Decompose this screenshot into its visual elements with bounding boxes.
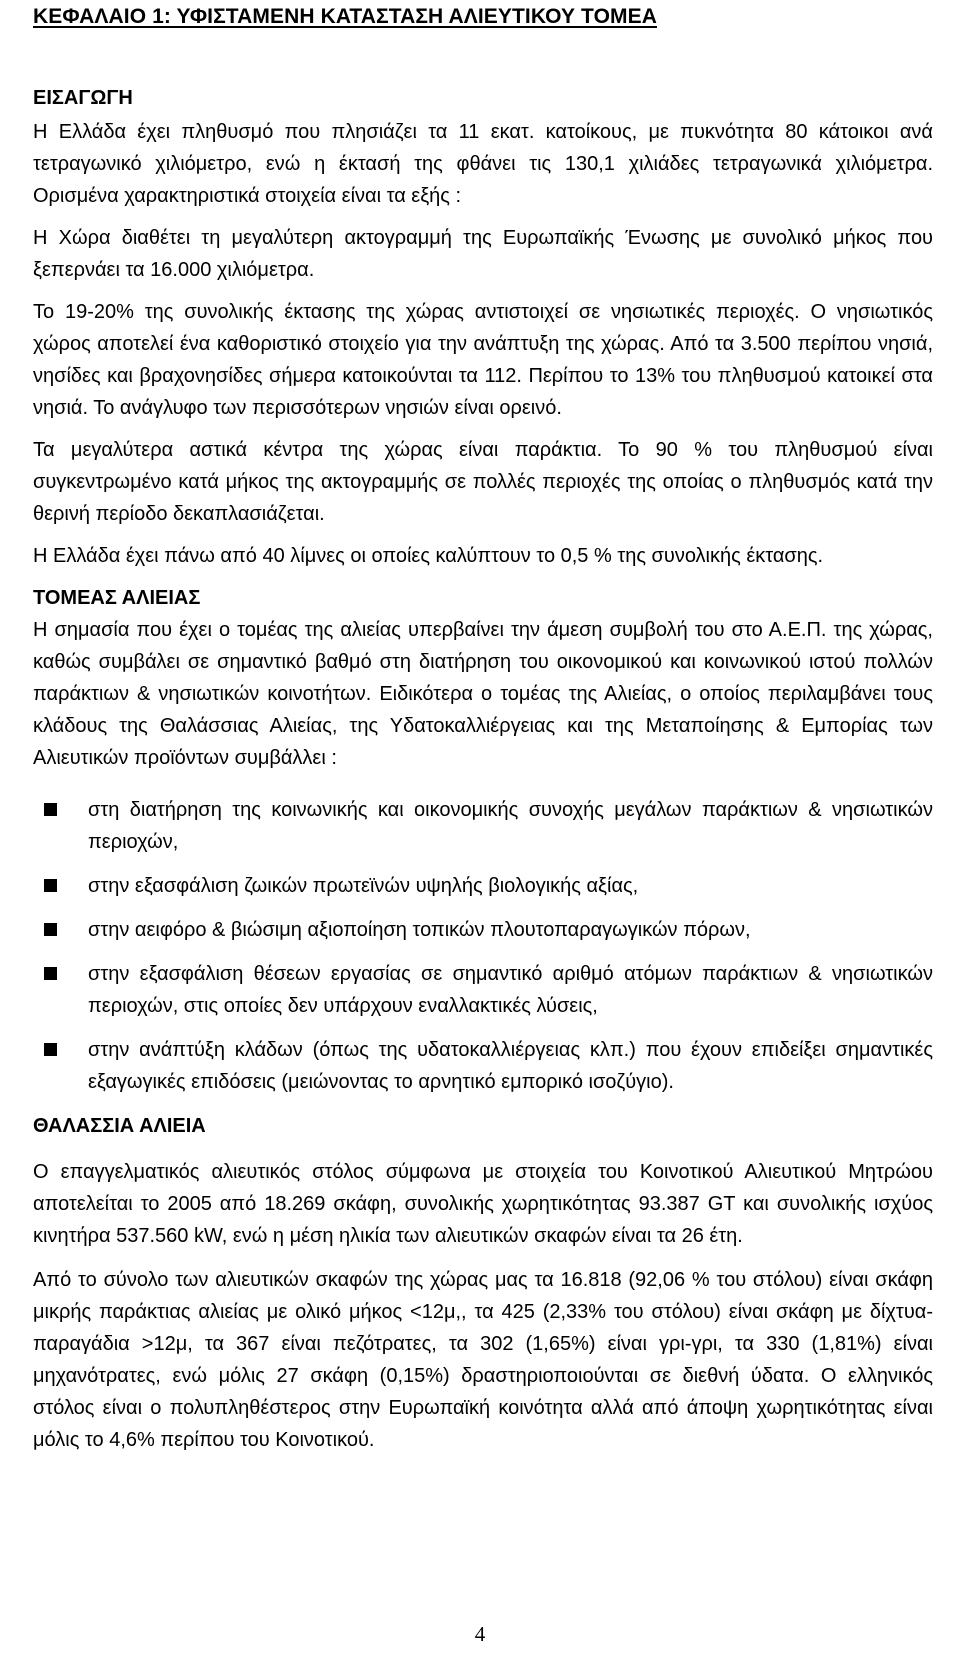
- list-item-text: στην αειφόρο & βιώσιμη αξιοποίηση τοπικών πλουτοπαραγωγικών πόρων,: [88, 919, 751, 941]
- list-item: [33, 1034, 933, 1098]
- section-heading-sector: ΤΟΜΕΑΣ ΑΛΙΕΙΑΣ: [33, 587, 201, 609]
- contribution-list: [33, 794, 933, 1098]
- square-bullet-icon: [44, 923, 57, 936]
- list-item: [33, 958, 933, 1022]
- square-bullet-icon: [44, 967, 57, 980]
- sea-fishing-paragraph-2: Από το σύνολο των αλιευτικών σκαφών της χώρας μας τα 16.818 (92,06 % του στόλου) είναι σκάφη μικρής παράκτιας αλιείας με ολικό μήκος <12μ,, τα 425 (2,33% του στόλου) είναι σκάφη με δίχτυα-παραγάδια >12μ, τα 367 είναι πεζότρατες, τα 302 (1,65%) είναι γρι-γρι, τα 330 (1,81%) είναι μηχανότρατες, ενώ μόλις 27 σκάφη (0,15%) δραστηριοποιούνται σε διεθνή ύδατα. Ο ελληνικός στόλος είναι ο πολυπληθέστερος στην Ευρωπαϊκή κοινότητα αλλά από άποψη χωρητικότητας είναι μόλις το 4,6% περίπου του Κοινοτικού.: [33, 1269, 933, 1451]
- square-bullet-icon: [44, 1043, 57, 1056]
- document-page: [33, 0, 933, 1468]
- page-number: 4: [474, 1622, 486, 1646]
- intro-paragraph-3: Το 19-20% της συνολικής έκτασης της χώρας αντιστοιχεί σε νησιωτικές περιοχές. Ο νησιωτικός χώρος αποτελεί ένα καθοριστικό στοιχείο για την ανάπτυξη της χώρας. Από τα 3.500 περίπου νησιά, νησίδες και βραχονησίδες σήμερα κατοικούνται τα 112. Περίπου το 13% του πληθυσμού κατοικεί στα νησιά. Το ανάγλυφο των περισσότερων νησιών είναι ορεινό.: [33, 301, 933, 419]
- chapter-title: ΚΕΦΑΛΑΙΟ 1: ΥΦΙΣΤΑΜΕΝΗ ΚΑΤΑΣΤΑΣΗ ΑΛΙΕΥΤΙΚΟΥ ΤΟΜΕΑ: [33, 5, 657, 28]
- list-item: [33, 914, 933, 946]
- intro-paragraph-4: Τα μεγαλύτερα αστικά κέντρα της χώρας είναι παράκτια. Το 90 % του πληθυσμού είναι συγκεντρωμένο κατά μήκος της ακτογραμμής σε πολλές περιοχές της οποίας ο πληθυσμός κατά την θερινή περίοδο δεκαπλασιάζεται.: [33, 439, 933, 525]
- list-item-text: στην εξασφάλιση θέσεων εργασίας σε σημαντικό αριθμό ατόμων παράκτιων & νησιωτικών περιοχών, στις οποίες δεν υπάρχουν εναλλακτικές λύσεις,: [88, 963, 933, 1017]
- list-item-text: στην εξασφάλιση ζωικών πρωτεϊνών υψηλής βιολογικής αξίας,: [88, 875, 639, 897]
- sector-paragraph: Η σημασία που έχει ο τομέας της αλιείας υπερβαίνει την άμεση συμβολή του στο Α.Ε.Π. της χώρας, καθώς συμβάλει σε σημαντικό βαθμό στη διατήρηση του οικονομικού και κοινωνικού ιστού πολλών παράκτιων & νησιωτικών κοινοτήτων. Ειδικότερα ο τομέας της Αλιείας, ο οποίος περιλαμβάνει τους κλάδους της Θαλάσσιας Αλιείας, της Υδατοκαλλιέργειας και της Μεταποίησης & Εμπορίας των Αλιευτικών προϊόντων συμβάλλει :: [33, 619, 933, 769]
- list-item-text: στην ανάπτύξη κλάδων (όπως της υδατοκαλλιέργειας κλπ.) που έχουν επιδείξει σημαντικές εξαγωγικές επιδόσεις (μειώνοντας το αρνητικό εμπορικό ισοζύγιο).: [88, 1039, 933, 1093]
- intro-paragraph-5: Η Ελλάδα έχει πάνω από 40 λίμνες οι οποίες καλύπτουν το 0,5 % της συνολικής έκτασης.: [33, 545, 824, 567]
- list-item: [33, 794, 933, 858]
- sea-fishing-paragraph-1: Ο επαγγελματικός αλιευτικός στόλος σύμφωνα με στοιχεία του Κοινοτικού Αλιευτικού Μητρώου αποτελείται το 2005 από 18.269 σκάφη, συνολικής χωρητικότητας 93.387 GT και συνολικής ισχύος κινητήρα 537.560 kW, ενώ η μέση ηλικία των αλιευτικών σκαφών είναι τα 26 έτη.: [33, 1161, 933, 1247]
- list-item-text: στη διατήρηση της κοινωνικής και οικονομικής συνοχής μεγάλων παράκτιων & νησιωτικών περιοχών,: [88, 799, 933, 853]
- intro-paragraph-1: Η Ελλάδα έχει πληθυσμό που πλησιάζει τα 11 εκατ. κατοίκους, με πυκνότητα 80 κάτοικοι ανά τετραγωνικό χιλιόμετρο, ενώ η έκτασή της φθάνει τις 130,1 χιλιάδες τετραγωνικά χιλιόμετρα. Ορισμένα χαρακτηριστικά στοιχεία είναι τα εξής :: [33, 121, 933, 207]
- section-heading-intro: ΕΙΣΑΓΩΓΗ: [33, 87, 133, 109]
- section-heading-sea-fishing: ΘΑΛΑΣΣΙΑ ΑΛΙΕΙΑ: [33, 1115, 206, 1137]
- square-bullet-icon: [44, 879, 57, 892]
- square-bullet-icon: [44, 803, 57, 816]
- list-item: [33, 870, 933, 902]
- intro-paragraph-2: Η Χώρα διαθέτει τη μεγαλύτερη ακτογραμμή της Ευρωπαϊκής Ένωσης με συνολικό μήκος που ξεπερνάει τα 16.000 χιλιόμετρα.: [33, 227, 933, 281]
